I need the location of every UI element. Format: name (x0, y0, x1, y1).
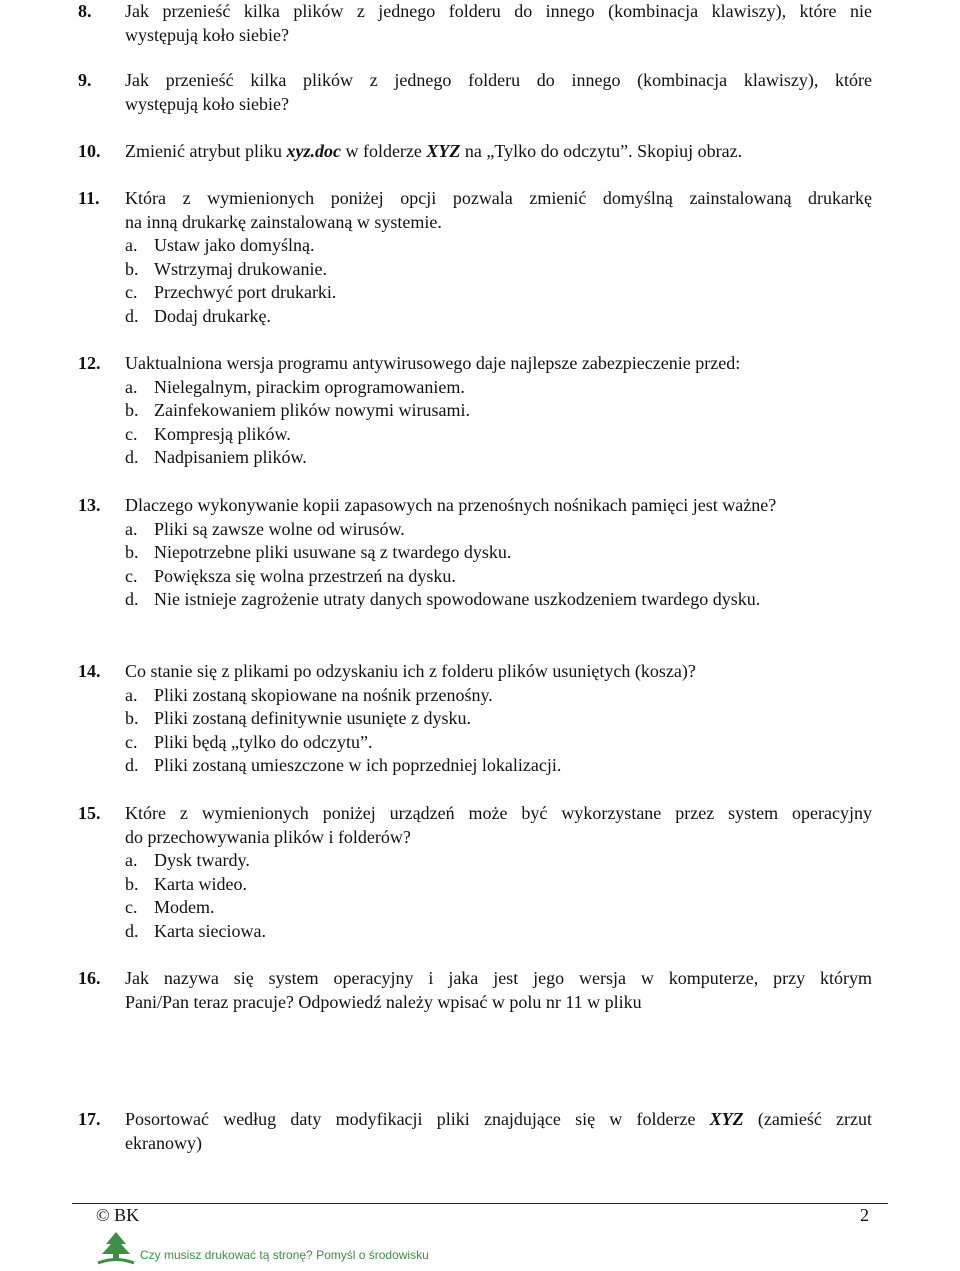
answer-option: b. Wstrzymaj drukowanie. (125, 258, 327, 279)
answer-option: b. Zainfekowaniem plików nowymi wirusami. (125, 400, 470, 420)
eco-notice-text: Czy musisz drukować tą stronę? Pomyśl o środowisku (140, 1248, 429, 1262)
answer-option: d. Nie istnieje zagrożenie utraty danych spowodowane uszkodzeniem twardego dysku. (125, 589, 761, 609)
question-text-line: występują koło siebie? (125, 93, 289, 114)
page-number: 2 (860, 1205, 869, 1225)
question-number: 8. (78, 1, 92, 21)
footer-copyright: © BK (96, 1205, 140, 1225)
file-name: xyz.doc (286, 141, 341, 161)
question-text-line: Która z wymienionych poniżej opcji pozwala zmienić domyślną zainstalowaną drukarkę (125, 188, 872, 208)
answer-option: d. Karta sieciowa. (125, 920, 266, 941)
question-number: 15. (78, 803, 101, 823)
question-text: na „Tylko do odczytu”. Skopiuj obraz. (460, 141, 743, 161)
answer-option: a. Pliki zostaną skopiowane na nośnik przenośny. (125, 684, 493, 705)
footer-divider (72, 1203, 888, 1204)
answer-option: b. Karta wideo. (125, 873, 247, 894)
question-text-line: Uaktualniona wersja programu antywirusowego daje najlepsze zabezpieczenie przed: (125, 353, 741, 373)
question-number: 16. (78, 968, 101, 988)
eco-notice (96, 1230, 516, 1266)
answer-option: d. Dodaj drukarkę. (125, 305, 271, 326)
folder-name: XYZ (709, 1109, 744, 1129)
question-text-line: Jak przenieść kilka plików z jednego folderu do innego (kombinacja klawiszy), które nie (125, 1, 872, 21)
answer-option: c. Pliki będą „tylko do odczytu”. (125, 731, 373, 752)
question-number: 13. (78, 495, 101, 515)
question-text-line: Które z wymienionych poniżej urządzeń może być wykorzystane przez system operacyjny (125, 803, 872, 823)
question-text-line: Co stanie się z plikami po odzyskaniu ich z folderu plików usuniętych (kosza)? (125, 661, 696, 681)
folder-name: XYZ (426, 141, 461, 161)
answer-option: a. Dysk twardy. (125, 850, 250, 870)
question-number: 17. (78, 1109, 101, 1129)
answer-option: a. Pliki są zawsze wolne od wirusów. (125, 518, 405, 539)
question-text-line: występują koło siebie? (125, 24, 289, 45)
question-text: Zmienić atrybut pliku (125, 141, 287, 161)
question-number: 10. (78, 141, 101, 161)
question-number: 9. (78, 70, 92, 90)
answer-option: d. Pliki zostaną umieszczone w ich poprzedniej lokalizacji. (125, 755, 562, 775)
question-text-line: Dlaczego wykonywanie kopii zapasowych na przenośnych nośnikach pamięci jest ważne? (125, 495, 777, 515)
question-number: 11. (78, 188, 100, 208)
question-text-line: do przechowywania plików i folderów? (125, 826, 411, 847)
answer-option: b. Niepotrzebne pliki usuwane są z twardego dysku. (125, 542, 512, 562)
answer-option: a. Nielegalnym, pirackim oprogramowaniem. (125, 376, 465, 397)
question-number: 12. (78, 353, 101, 373)
answer-option: c. Powiększa się wolna przestrzeń na dysku. (125, 565, 456, 586)
answer-option: c. Przechwyć port drukarki. (125, 282, 337, 302)
answer-option: c. Kompresją plików. (125, 423, 291, 444)
question-text-line: ekranowy) (125, 1132, 202, 1153)
answer-option: d. Nadpisaniem plików. (125, 447, 307, 467)
tree-icon (96, 1230, 136, 1271)
question-text-line: Pani/Pan teraz pracuje? Odpowiedź należy wpisać w polu nr 11 w pliku (125, 991, 642, 1012)
question-text-line: Posortować według daty modyfikacji pliki znajdujące się w folderze XYZ (zamieść zrzut (125, 1109, 872, 1129)
question-text-line: na inną drukarkę zainstalowaną w systemie. (125, 211, 442, 232)
answer-option: c. Modem. (125, 897, 215, 917)
answer-option: a. Ustaw jako domyślną. (125, 235, 315, 255)
question-text-line: Jak przenieść kilka plików z jednego folderu do innego (kombinacja klawiszy), które (125, 70, 872, 90)
question-number: 14. (78, 661, 101, 681)
answer-option: b. Pliki zostaną definitywnie usunięte z dysku. (125, 708, 471, 728)
question-text-line: Jak nazywa się system operacyjny i jaka jest jego wersja w komputerze, przy którym (125, 968, 872, 988)
question-text: w folderze (340, 141, 427, 161)
